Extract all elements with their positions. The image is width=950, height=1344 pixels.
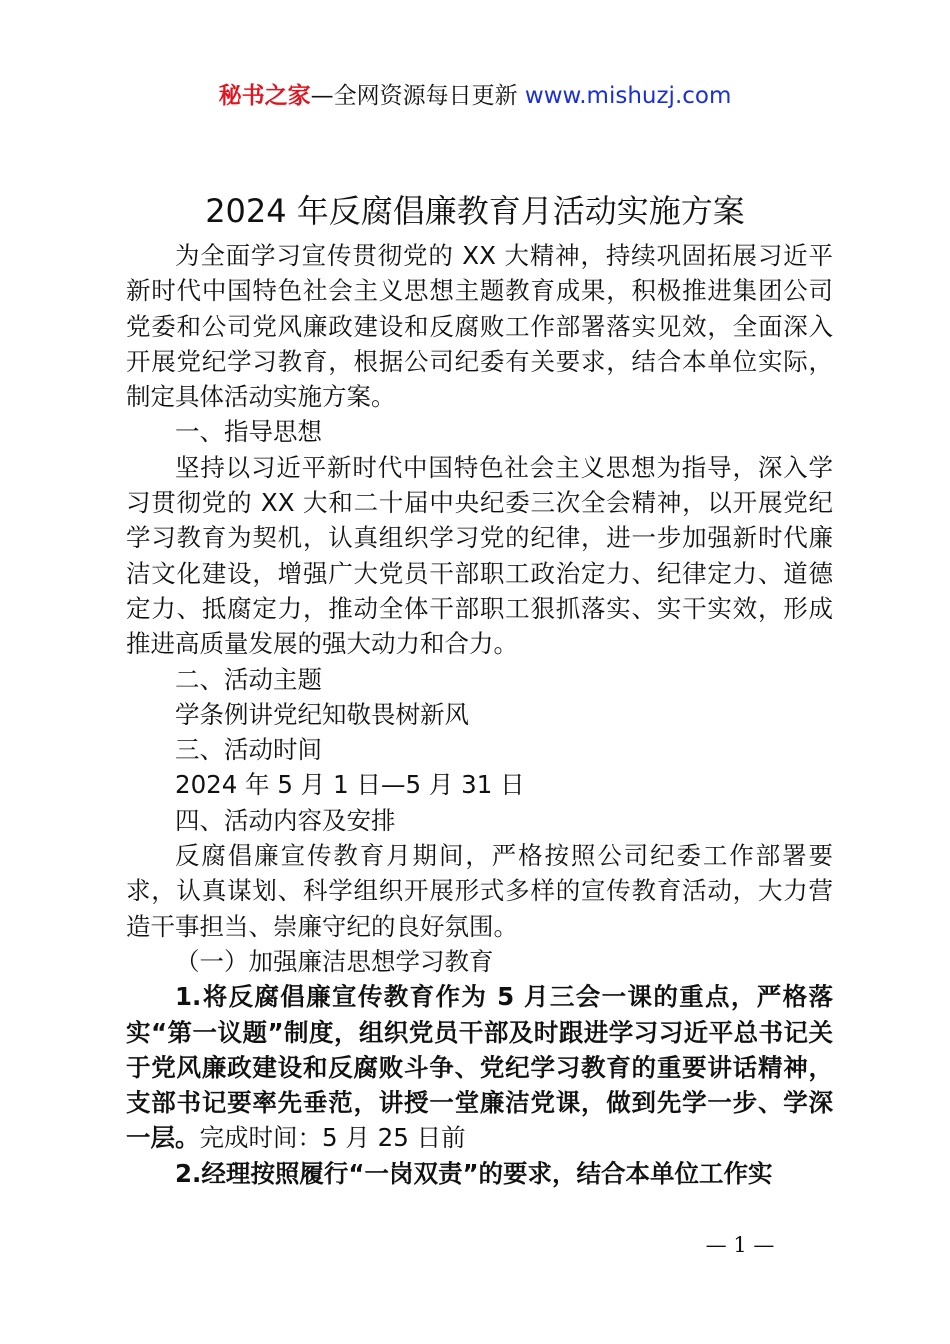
section-heading-guiding-ideology: 一、指导思想 [175, 417, 322, 447]
site-url-link[interactable]: www.mishuzj.com [524, 83, 732, 109]
activity-time-text: 2024 年 5 月 1 日—5 月 31 日 [175, 770, 525, 800]
intro-paragraph: 为全面学习宣传贯彻党的 XX 大精神，持续巩固拓展习近平新时代中国特色社会主义思想主题教育成果，积极推进集团公司党委和公司党风廉政建设和反腐败工作部署落实见效，全面深入开展党纪学习教育，根据公司纪委有关要求，结合本单位实际，制定具体活动实施方案。 [126, 241, 833, 412]
item-1-bold-text: 1.将反腐倡廉宣传教育作为 5 月三会一课的重点，严格落实“第一议题”制度，组织党员干部及时跟进学习习近平总书记关于党风廉政建设和反腐败斗争、党纪学习教育的重要讲话精神，支部书记要率先垂范，讲授一堂廉洁党课，做到先学一步、学深一层。 [126, 982, 833, 1153]
item-1-deadline: 完成时间：5 月 25 日前 [199, 1123, 466, 1153]
guiding-ideology-paragraph: 坚持以习近平新时代中国特色社会主义思想为指导，深入学习贯彻党的 XX 大和二十届中央纪委三次全会精神，以开展党纪学习教育为契机，认真组织学习党的纪律，进一步加强新时代廉洁文化建设，增强广大党员干部职工政治定力、纪律定力、道德定力、抵腐定力，推动全体干部职工狠抓落实、实干实效，形成推进高质量发展的强大动力和合力。 [126, 452, 833, 659]
document-body [126, 238, 833, 1191]
document-title: 2024 年反腐倡廉教育月活动实施方案 [205, 192, 745, 230]
item-1-paragraph [126, 979, 833, 1155]
page-number: — 1 — [705, 1233, 775, 1257]
section-heading-activity-time: 三、活动时间 [175, 735, 322, 765]
section-heading-activity-theme: 二、活动主题 [175, 664, 322, 694]
site-slogan: —全网资源每日更新 [310, 83, 525, 109]
activity-content-paragraph: 反腐倡廉宣传教育月期间，严格按照公司纪委工作部署要求，认真谋划、科学组织开展形式多样的宣传教育活动，大力营造干事担当、崇廉守纪的良好氛围。 [126, 841, 833, 941]
activity-theme-text: 学条例讲党纪知敬畏树新风 [175, 699, 469, 729]
site-header [0, 78, 950, 114]
item-2-paragraph [126, 1156, 833, 1191]
site-brand: 秘书之家 [218, 83, 311, 109]
item-2-bold-text: 2.经理按照履行“一岗双责”的要求，结合本单位工作实 [175, 1158, 773, 1188]
subsection-heading-education: （一）加强廉洁思想学习教育 [175, 946, 494, 976]
section-heading-activity-content: 四、活动内容及安排 [175, 805, 396, 835]
